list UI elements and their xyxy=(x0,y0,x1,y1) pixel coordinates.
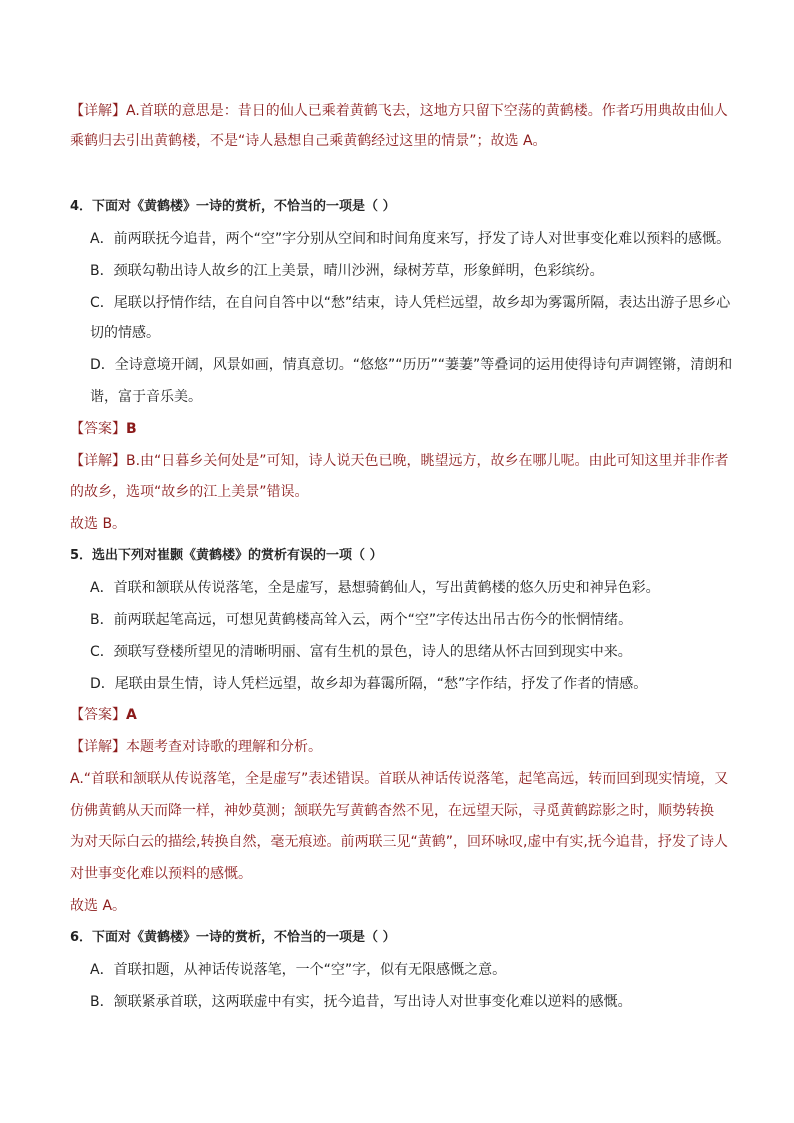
q5-detail-line-3: 为对天际白云的描绘,转换自然，毫无痕迹。前两联三见“黄鹤”，回环咏叹,虚中有实,抚今追昔，抒发了诗人 xyxy=(70,834,728,850)
q4-answer xyxy=(70,419,137,439)
detail-paragraph xyxy=(70,101,728,121)
q5-option-c: C．颈联写登楼所望见的清晰明丽、富有生机的景色，诗人的思绪从怀古回到现实中来。 xyxy=(90,644,632,660)
detail-text: B.由“日暮乡关何处是”可知，诗人说天色已晚，眺望远方，故乡在哪儿呢。由此可知这里并非作者 xyxy=(126,453,729,469)
q5-option-b: B．前两联起笔高远，可想见黄鹤楼高耸入云，两个“空”字传达出吊古伤今的怅惘情绪。 xyxy=(90,612,633,628)
q5-detail-line-4: 对世事变化难以预料的感慨。 xyxy=(70,866,252,882)
detail-tag: 【详解】 xyxy=(70,739,126,755)
q5-option-a: A．首联和颔联从传说落笔，全是虚写，悬想骑鹤仙人，写出黄鹤楼的悠久历史和神异色彩。 xyxy=(90,580,660,596)
question-4-stem: 4．下面对《黄鹤楼》一诗的赏析，不恰当的一项是（ ） xyxy=(70,199,396,214)
q4-detail xyxy=(70,451,729,471)
q4-detail-line: 的故乡，选项“故乡的江上美景”错误。 xyxy=(70,484,309,500)
detail-text-line: 乘鹤归去引出黄鹤楼，不是“诗人悬想自己乘黄鹤经过这里的情景”；故选 A。 xyxy=(70,133,547,149)
detail-tag: 【详解】 xyxy=(70,453,126,469)
q4-detail-conclusion: 故选 B。 xyxy=(70,516,127,532)
answer-tag: 【答案】 xyxy=(70,707,126,723)
q5-detail-line-1: A.“首联和颔联从传说落笔，全是虚写”表述错误。首联从神话传说落笔，起笔高远，转而回到现实情境，又 xyxy=(70,771,729,787)
q4-option-c: C．尾联以抒情作结，在自问自答中以“愁”结束，诗人凭栏远望，故乡却为雾霭所隔，表达出游子思乡心 xyxy=(90,295,731,311)
q4-option-d-cont: 谐，富于音乐美。 xyxy=(90,389,202,405)
q5-detail-conclusion: 故选 A。 xyxy=(70,898,127,914)
answer-value: B xyxy=(126,421,137,437)
q4-option-d: D．全诗意境开阔，风景如画，情真意切。“悠悠”“历历”“萋萋”等叠词的运用使得诗句声调铿锵，清朗和 xyxy=(90,357,733,373)
q5-detail xyxy=(70,737,322,757)
q5-option-d: D．尾联由景生情，诗人凭栏远望，故乡却为暮霭所隔，“愁”字作结，抒发了作者的情感。 xyxy=(90,676,648,692)
detail-tag: 【详解】 xyxy=(70,103,126,119)
q5-answer xyxy=(70,705,137,725)
q4-option-a: A．前两联抚今追昔，两个“空”字分别从空间和时间角度来写，抒发了诗人对世事变化难以预料的感慨。 xyxy=(90,231,731,247)
q6-option-b: B．颔联紧承首联，这两联虚中有实，抚今追昔，写出诗人对世事变化难以逆料的感慨。 xyxy=(90,994,632,1010)
answer-tag: 【答案】 xyxy=(70,421,126,437)
detail-text: A.首联的意思是：昔日的仙人已乘着黄鹤飞去，这地方只留下空荡的黄鹤楼。作者巧用典故由仙人 xyxy=(126,103,728,119)
answer-value: A xyxy=(126,707,137,723)
q6-option-a: A．首联扣题，从神话传说落笔，一个“空”字，似有无限感慨之意。 xyxy=(90,962,507,978)
detail-text: 本题考查对诗歌的理解和分析。 xyxy=(126,739,322,755)
q5-detail-line-2: 仿佛黄鹤从天而降一样，神妙莫测；颔联先写黄鹤杳然不见，在远望天际，寻觅黄鹤踪影之时，顺势转换 xyxy=(70,803,714,819)
question-6-stem: 6．下面对《黄鹤楼》一诗的赏析，不恰当的一项是（ ） xyxy=(70,930,396,945)
q4-option-b: B．颈联勾勒出诗人故乡的江上美景，晴川沙洲，绿树芳草，形象鲜明，色彩缤纷。 xyxy=(90,263,604,279)
q4-option-c-cont: 切的情感。 xyxy=(90,325,160,341)
question-5-stem: 5．选出下列对崔颢《黄鹤楼》的赏析有误的一项（ ） xyxy=(70,548,383,563)
